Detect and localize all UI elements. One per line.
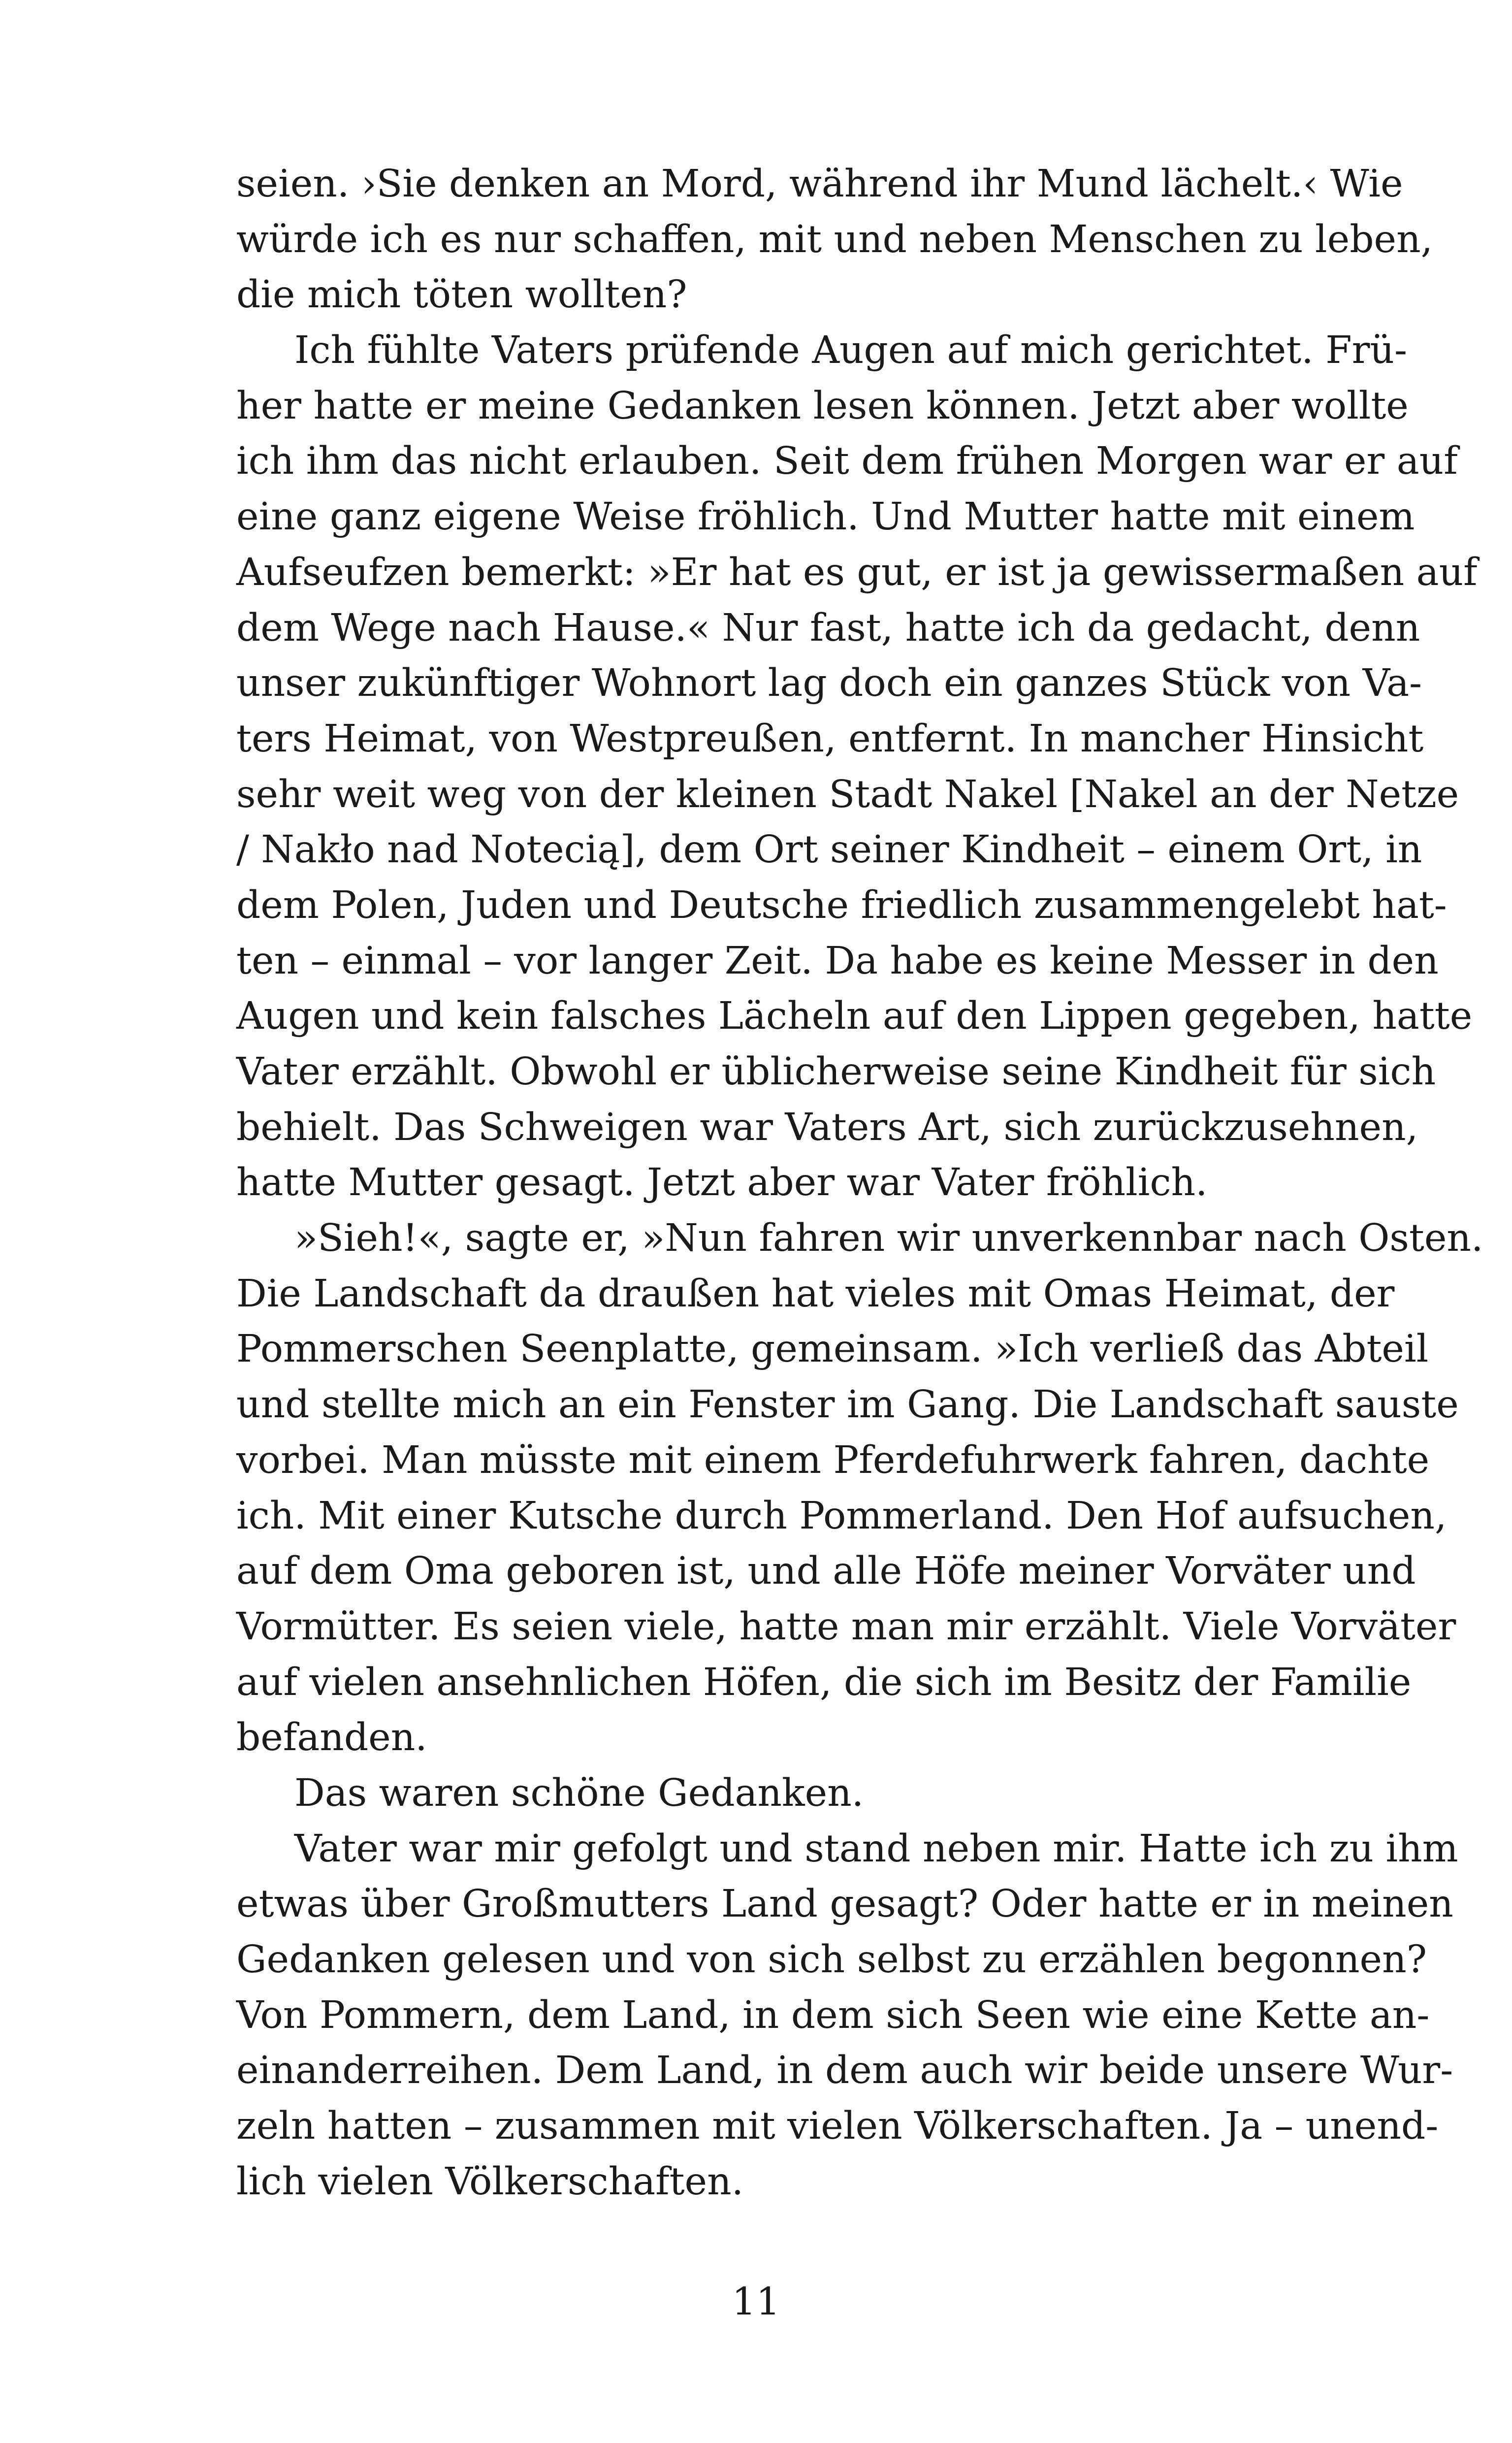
text-line: Das waren schöne Gedanken.	[294, 1771, 864, 1815]
text-line: Vormütter. Es seien viele, hatte man mir erzählt. Viele Vorväter	[236, 1604, 1456, 1649]
text-line: dem Wege nach Hause.« Nur fast, hatte ich da gedacht, denn	[236, 606, 1420, 650]
text-line: Die Landschaft da draußen hat vieles mit Omas Heimat, der	[236, 1271, 1395, 1316]
body-text	[236, 157, 1483, 2210]
text-line: unser zukünftiger Wohnort lag doch ein ganzes Stück von Va-	[236, 661, 1422, 706]
text-line: ten – einmal – vor langer Zeit. Da habe es keine Messer in den	[236, 939, 1439, 983]
text-line: Pommerschen Seenplatte, gemeinsam. »Ich verließ das Abteil	[236, 1327, 1429, 1371]
text-line: seien. ›Sie denken an Mord, während ihr Mund lächelt.‹ Wie	[236, 162, 1403, 206]
text-line: dem Polen, Juden und Deutsche friedlich zusammengelebt hat-	[236, 883, 1447, 927]
text-line: die mich töten wollten?	[236, 273, 687, 317]
page-number: 11	[732, 2280, 780, 2324]
text-line: einanderreihen. Dem Land, in dem auch wir beide unsere Wur-	[236, 2049, 1453, 2093]
text-line: Vater erzählt. Obwohl er üblicherweise seine Kindheit für sich	[236, 1050, 1436, 1094]
text-line: etwas über Großmutters Land gesagt? Oder hatte er in meinen	[236, 1882, 1453, 1926]
text-line: ters Heimat, von Westpreußen, entfernt. In mancher Hinsicht	[236, 717, 1424, 761]
text-line: auf vielen ansehnlichen Höfen, die sich im Besitz der Familie	[236, 1660, 1412, 1704]
text-line: und stellte mich an ein Fenster im Gang. Die Landschaft sauste	[236, 1383, 1459, 1427]
text-line: / Nakło nad Notecią], dem Ort seiner Kindheit – einem Ort, in	[236, 828, 1422, 872]
text-line: Gedanken gelesen und von sich selbst zu erzählen begonnen?	[236, 1938, 1427, 1982]
text-line: ich ihm das nicht erlauben. Seit dem frühen Morgen war er auf	[236, 439, 1458, 484]
text-line: lich vielen Völkerschaften.	[236, 2159, 744, 2204]
text-line: Von Pommern, dem Land, in dem sich Seen wie eine Kette an-	[236, 1993, 1430, 2037]
text-line: befanden.	[236, 1716, 427, 1760]
text-line: »Sieh!«, sagte er, »Nun fahren wir unverkennbar nach Osten.	[294, 1216, 1483, 1261]
text-line: auf dem Oma geboren ist, und alle Höfe meiner Vorväter und	[236, 1549, 1416, 1594]
text-line: behielt. Das Schweigen war Vaters Art, sich zurückzusehnen,	[236, 1105, 1418, 1149]
text-line: eine ganz eigene Weise fröhlich. Und Mutter hatte mit einem	[236, 495, 1415, 539]
text-line: Vater war mir gefolgt und stand neben mir. Hatte ich zu ihm	[294, 1826, 1458, 1871]
text-line: Augen und kein falsches Lächeln auf den Lippen gegeben, hatte	[236, 994, 1473, 1039]
text-line: Ich fühlte Vaters prüfende Augen auf mich gerichtet. Frü-	[294, 328, 1408, 373]
text-line: Aufseufzen bemerkt: »Er hat es gut, er ist ja gewissermaßen auf	[236, 550, 1478, 594]
text-line: hatte Mutter gesagt. Jetzt aber war Vater fröhlich.	[236, 1161, 1208, 1205]
text-line: sehr weit weg von der kleinen Stadt Nakel [Nakel an der Netze	[236, 772, 1459, 816]
text-line: würde ich es nur schaffen, mit und neben Menschen zu leben,	[236, 217, 1433, 261]
text-line: her hatte er meine Gedanken lesen können. Jetzt aber wollte	[236, 384, 1409, 428]
text-line: ich. Mit einer Kutsche durch Pommerland. Den Hof aufsuchen,	[236, 1494, 1447, 1538]
text-line: zeln hatten – zusammen mit vielen Völkerschaften. Ja – unend-	[236, 2104, 1439, 2149]
text-line: vorbei. Man müsste mit einem Pferdefuhrwerk fahren, dachte	[236, 1438, 1430, 1482]
